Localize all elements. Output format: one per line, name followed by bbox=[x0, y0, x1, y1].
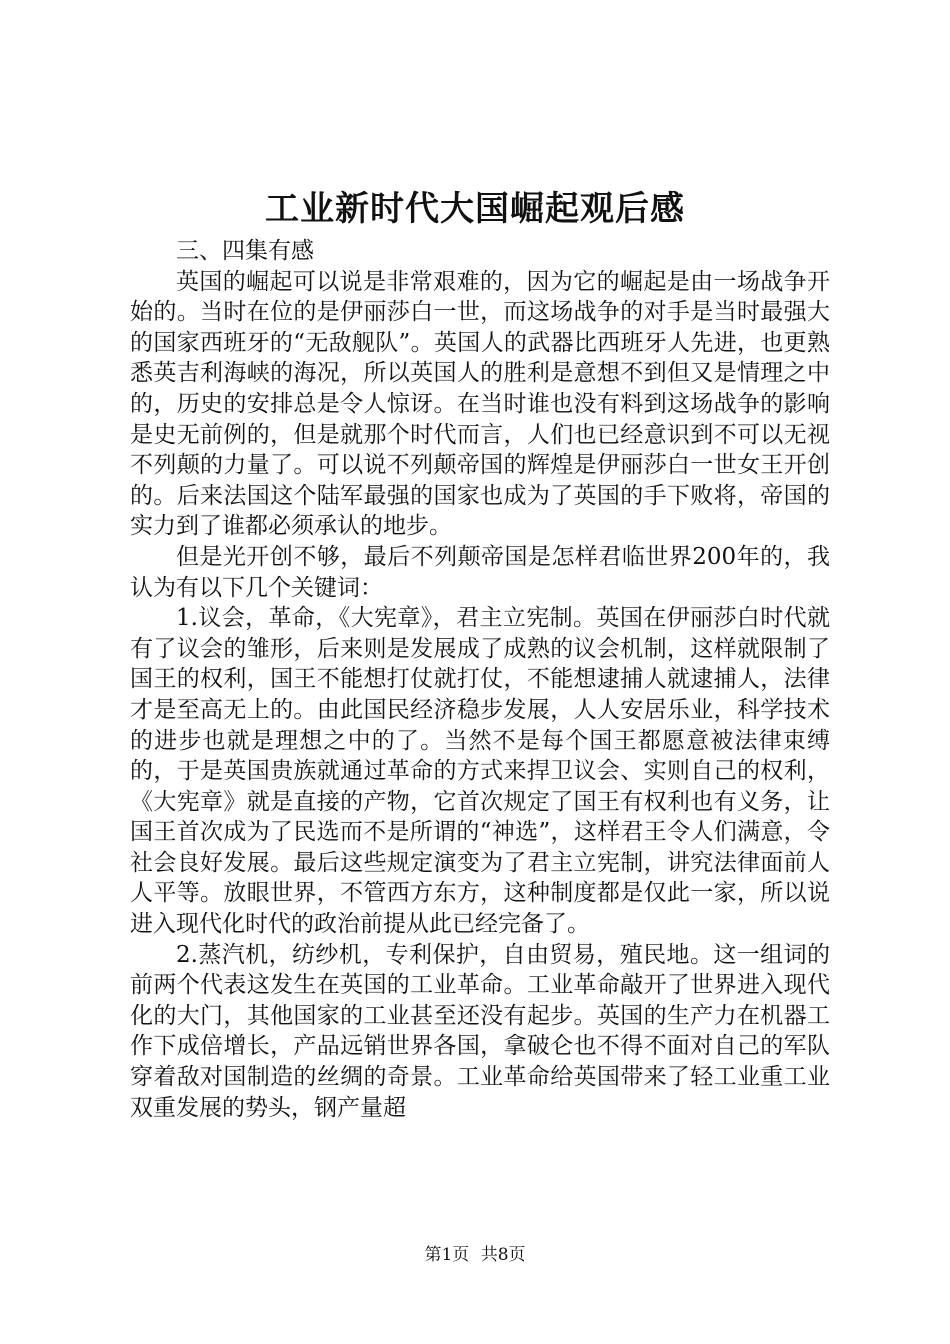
page-total: 共8页 bbox=[480, 1245, 526, 1265]
body-paragraph: 英国的崛起可以说是非常艰难的，因为它的崛起是由一场战争开始的。当时在位的是伊丽莎白一世，而这场战争的对手是当时最强大的国家西班牙的“无敌舰队”。英国人的武器比西班牙人先进，也更熟悉英吉利海峡的海况，所以英国人的胜利是意想不到但又是情理之中的，历史的安排总是令人惊讶。在当时谁也没有料到这场战争的影响是史无前例的，但是就那个时代而言，人们也已经意识到不可以无视不列颠的力量了。可以说不列颠帝国的辉煌是伊丽莎白一世女王开创的。后来法国这个陆军最强的国家也成为了英国的手下败将，帝国的实力到了谁都必须承认的地步。 bbox=[130, 268, 830, 540]
document-title: 工业新时代大国崛起观后感 bbox=[265, 189, 685, 229]
body-paragraph: 2.蒸汽机，纺纱机，专利保护，自由贸易，殖民地。这一组词的前两个代表这发生在英国的工业革命。工业革命敲开了世界进入现代化的大门，其他国家的工业甚至还没有起步。英国的生产力在机器工作下成倍增长，产品远销世界各国，拿破仑也不得不面对自己的军队穿着敌对国制造的丝绸的奇景。工业革命给英国带来了轻工业重工业双重发展的势头，钢产量超 bbox=[130, 941, 830, 1121]
page-number: 第1页 bbox=[424, 1245, 470, 1265]
page-footer bbox=[0, 1243, 950, 1267]
document-body bbox=[130, 236, 830, 1123]
body-paragraph: 1.议会，革命，《大宪章》，君主立宪制。英国在伊丽莎白时代就有了议会的雏形，后来则是发展成了成熟的议会机制，这样就限制了国王的权利，国王不能想打仗就打仗，不能想逮捕人就逮捕人，法律才是至高无上的。由此国民经济稳步发展，人人安居乐业，科学技术的进步也就是理想之中的了。当然不是每个国王都愿意被法律束缚的，于是英国贵族就通过革命的方式来捍卫议会、实则自己的权利，《大宪章》就是直接的产物，它首次规定了国王有权利也有义务，让国王首次成为了民选而不是所谓的“神选”，这样君王令人们满意，令社会良好发展。最后这些规定演变为了君主立宪制，讲究法律面前人人平等。放眼世界，不管西方东方，这种制度都是仅此一家，所以说进入现代化时代的政治前提从此已经完备了。 bbox=[130, 605, 830, 938]
section-heading: 三、四集有感 bbox=[176, 238, 314, 264]
body-paragraph: 但是光开创不够，最后不列颠帝国是怎样君临世界200年的，我认为有以下几个关键词： bbox=[130, 543, 830, 601]
